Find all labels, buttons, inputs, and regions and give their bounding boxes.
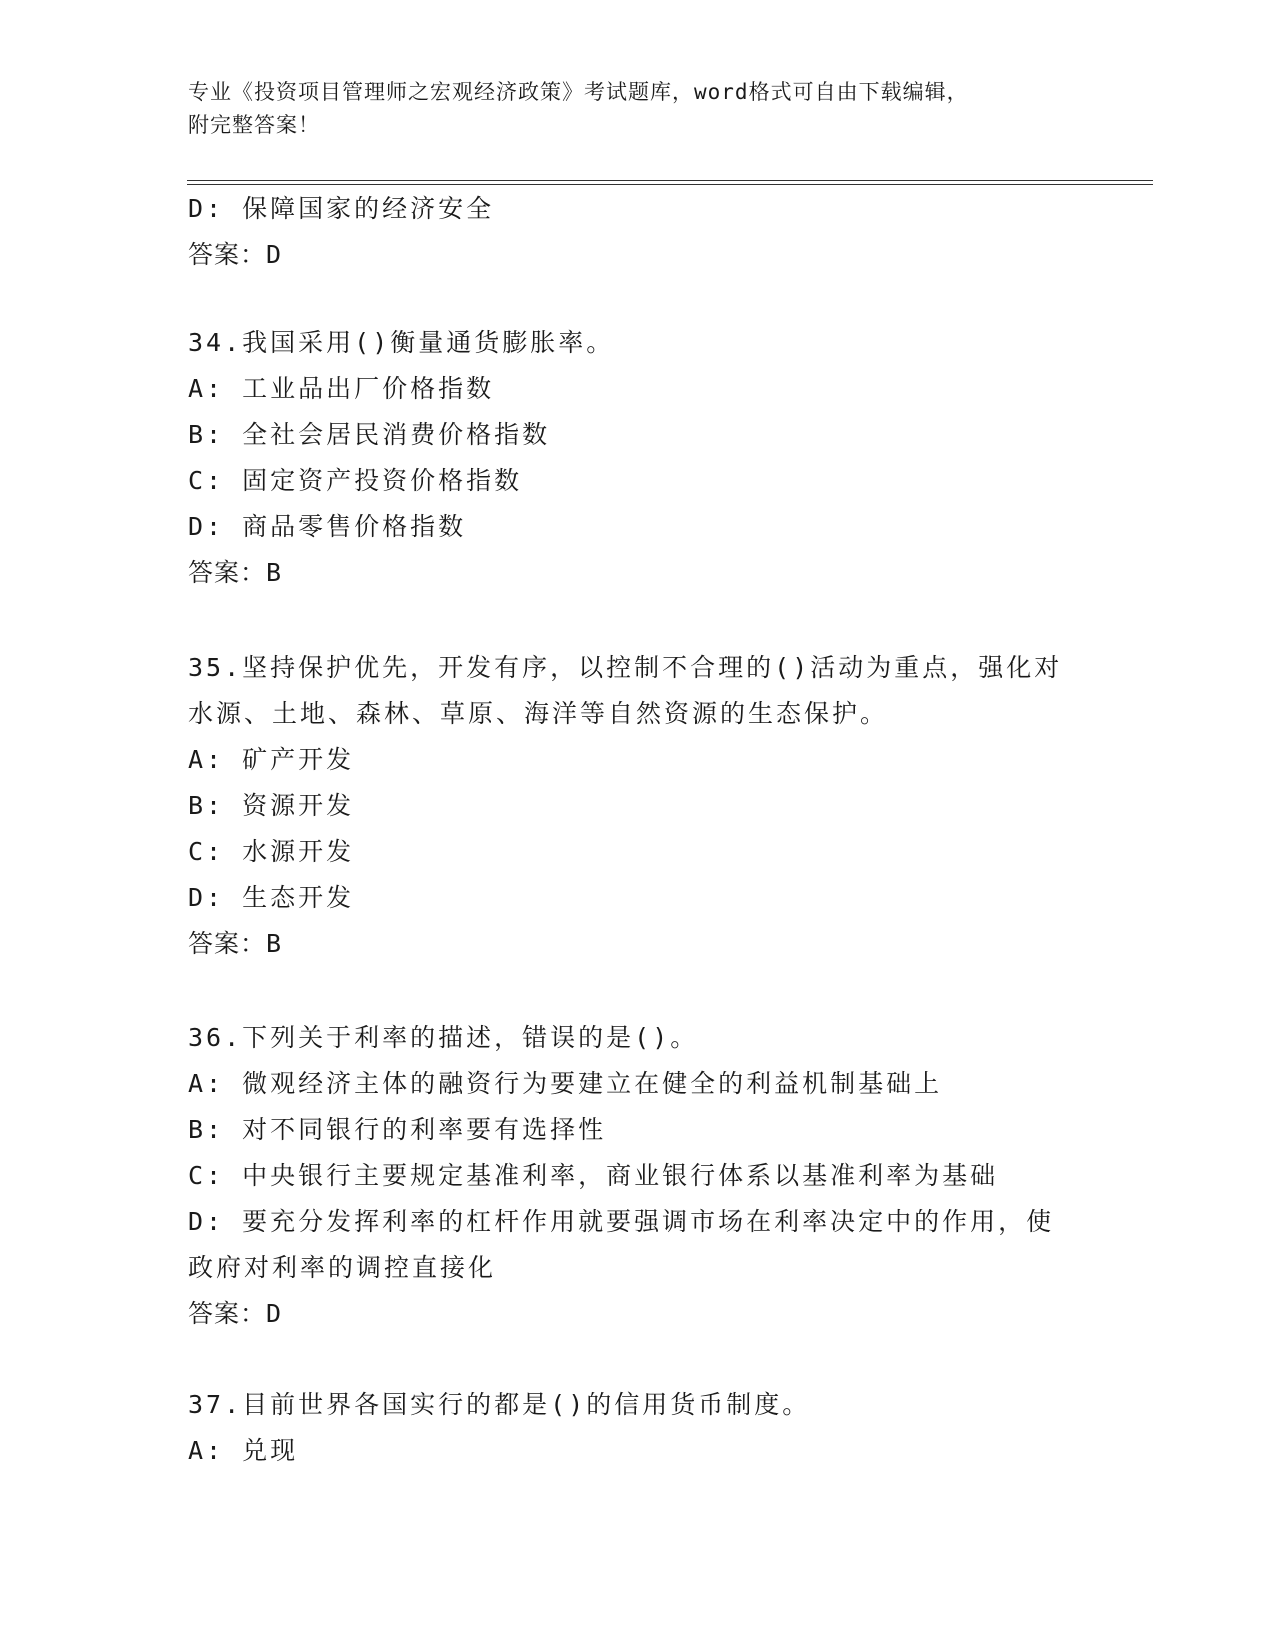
header-divider-bottom [187,184,1153,185]
option-a: A: 工业品出厂价格指数 [188,374,495,403]
question-text: 34.我国采用()衡量通货膨胀率。 [188,328,615,357]
question-36 [188,1015,1088,1337]
question-37 [188,1382,1088,1474]
answer-line [188,1291,1088,1337]
option-a: A: 微观经济主体的融资行为要建立在健全的利益机制基础上 [188,1069,943,1098]
answer-label: 答案： [188,929,267,958]
option-d: D: 生态开发 [188,883,355,912]
answer-value: D [266,240,283,269]
question-text: 36.下列关于利率的描述，错误的是()。 [188,1023,699,1052]
option-c: C: 水源开发 [188,837,355,866]
answer-line [188,921,1088,967]
answer-label: 答案： [188,1299,267,1328]
answer-value: D [266,1299,283,1328]
question-34 [188,320,1088,596]
option-a: A: 兑现 [188,1436,299,1465]
answer-value: B [266,558,283,587]
header-line-1: 专业《投资项目管理师之宏观经济政策》考试题库，word格式可自由下载编辑， [188,80,969,104]
option-c: C: 中央银行主要规定基准利率，商业银行体系以基准利率为基础 [188,1161,999,1190]
answer-line [188,550,1088,596]
option-d: D: 保障国家的经济安全 [188,194,495,223]
answer-label: 答案： [188,558,267,587]
document-header [188,76,1068,142]
question-text-line-2: 水源、土地、森林、草原、海洋等自然资源的生态保护。 [188,699,889,728]
header-divider-top [187,180,1153,181]
option-d-line-1: D: 要充分发挥利率的杠杆作用就要强调市场在利率决定中的作用，使 [188,1207,1055,1236]
option-b: B: 全社会居民消费价格指数 [188,420,551,449]
answer-line [188,232,1088,278]
header-line-2: 附完整答案！ [188,113,320,137]
option-a: A: 矿产开发 [188,745,355,774]
option-b: B: 对不同银行的利率要有选择性 [188,1115,607,1144]
question-text: 37.目前世界各国实行的都是()的信用货币制度。 [188,1390,811,1419]
question-35 [188,645,1088,967]
option-d-line-2: 政府对利率的调控直接化 [188,1253,497,1282]
question-text-line-1: 35.坚持保护优先，开发有序，以控制不合理的()活动为重点，强化对 [188,653,1063,682]
option-b: B: 资源开发 [188,791,355,820]
option-d: D: 商品零售价格指数 [188,512,467,541]
answer-value: B [266,929,283,958]
prev-question-tail [188,186,1088,278]
answer-label: 答案： [188,240,267,269]
option-c: C: 固定资产投资价格指数 [188,466,523,495]
